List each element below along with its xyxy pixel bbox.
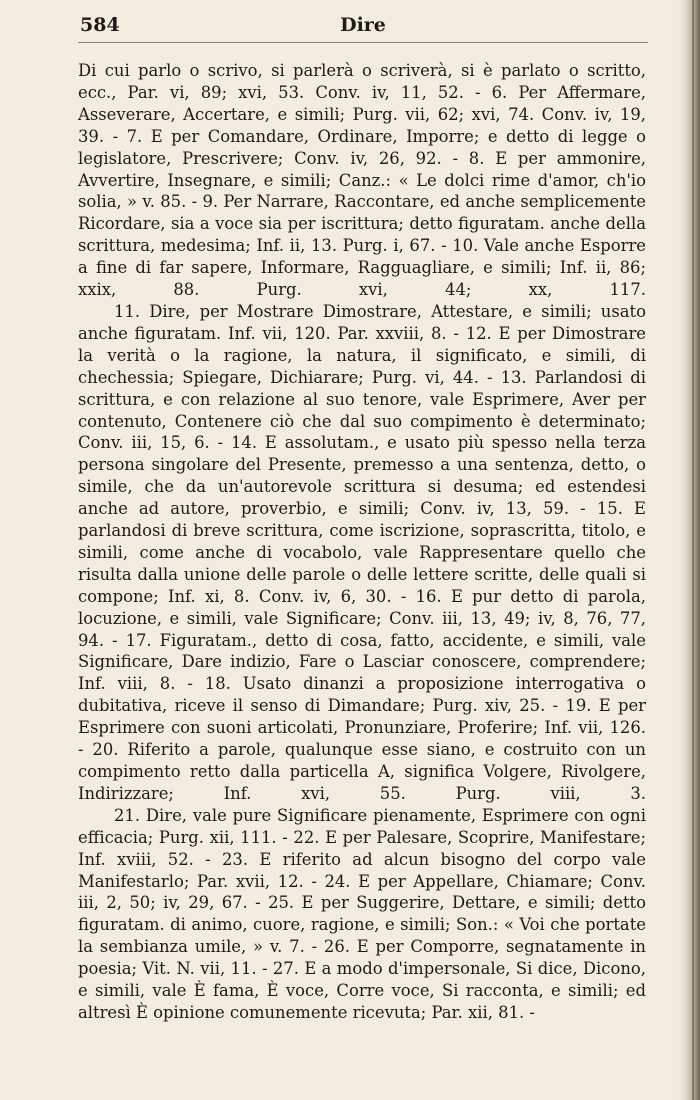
page-number: 584 (80, 14, 120, 36)
header-rule (78, 42, 648, 43)
paragraph-3: 21. Dire, vale pure Significare pienamente, Esprimere con ogni efficacia; Purg. xii, 111. - 22. E per Palesare, Scoprire, Manifestare; Inf. xviii, 52. - 23. E riferito ad alcun bisogno del corpo vale Manifestarlo; Par. xvii, 12. - 24. E per Appellare, Chiamare; Conv. iii, 2, 50; iv, 29, 67. - 25. E per Suggerire, Dettare, e simili; detto figuratam. di animo, cuore, ragione, e simili; Son.: « Voi che portate la sembianza umile, » v. 7. - 26. E per Comporre, segnatamente in poesia; Vit. N. vii, 11. - 27. E a modo d'impersonale, Si dice, Dicono, e simili, vale È fama, È voce, Corre voce, Si racconta, e simili; ed altresì È opinione comunemente ricevuta; Par. xii, 81. - (78, 805, 646, 1022)
paragraph-1: Di cui parlo o scrivo, si parlerà o scriverà, si è parlato o scritto, ecc., Par. vi, 89; xvi, 53. Conv. iv, 11, 52. - 6. Per Affermare, Asseverare, Accertare, e simili; Purg. vii, 62; xvi, 74. Conv. iv, 19, 39. - 7. E per Comandare, Ordinare, Imporre; e detto di legge o legislatore, Prescrivere; Conv. iv, 26, 92. - 8. E per ammonire, Avvertire, Insegnare, e simili; Canz.: « Le dolci rime d'amor, ch'io solia, » v. 85. - 9. Per Narrare, Raccontare, ed anche semplicemente Ricordare, sia a voce sia per iscrittura; detto figuratam. anche della scrittura, medesima; Inf. ii, 13. Purg. i, 67. - 10. Vale anche Esporre a fine di far sapere, Informare, Ragguagliare, e simili; Inf. ii, 86; xxix, 88. Purg. xvi, 44; xx, 117. (78, 61, 646, 300)
page-edge-line (692, 0, 694, 1100)
running-title: Dire (340, 14, 386, 36)
dictionary-entry-body (78, 60, 646, 1024)
page-header (78, 12, 648, 42)
book-gutter-edge (678, 0, 700, 1100)
paragraph-2: 11. Dire, per Mostrare Dimostrare, Attestare, e simili; usato anche figuratam. Inf. vii, 120. Par. xxviii, 8. - 12. E per Dimostrare la verità o la ragione, la natura, il significato, e simili, di chechessia; Spiegare, Dichiarare; Purg. vi, 44. - 13. Parlandosi di scrittura, e con relazione al suo tenore, vale Esprimere, Aver per contenuto, Contenere ciò che dal suo compimento è determinato; Conv. iii, 15, 6. - 14. E assolutam., e usato più spesso nella terza persona singolare del Presente, premesso a una sentenza, detto, o simile, che da un'autorevole scrittura si desuma; ed estendesi anche ad autore, proverbio, e simili; Conv. iv, 13, 59. - 15. E parlandosi di breve scrittura, come iscrizione, soprascritta, titolo, e simili, come anche di vocabolo, vale Rappresentare quello che risulta dalla unione delle parole o delle lettere scritte, delle quali si compone; Inf. xi, 8. Conv. iv, 6, 30. - 16. E pur detto di parola, locuzione, e simili, vale Significare; Conv. iii, 13, 49; iv, 8, 76, 77, 94. - 17. Figuratam., detto di cosa, fatto, accidente, e simili, vale Significare, Dare indizio, Fare o Lasciar conoscere, comprendere; Inf. viii, 8. - 18. Usato dinanzi a proposizione interrogativa o dubitativa, riceve il senso di Dimandare; Purg. xiv, 25. - 19. E per Esprimere con suoni articolati, Pronunziare, Proferire; Inf. vii, 126. - 20. Riferito a parole, qualunque esse siano, e costruito con un compimento retto dalla particella A, significa Volgere, Rivolgere, Indirizzare; Inf. xvi, 55. Purg. viii, 3. (78, 301, 646, 803)
